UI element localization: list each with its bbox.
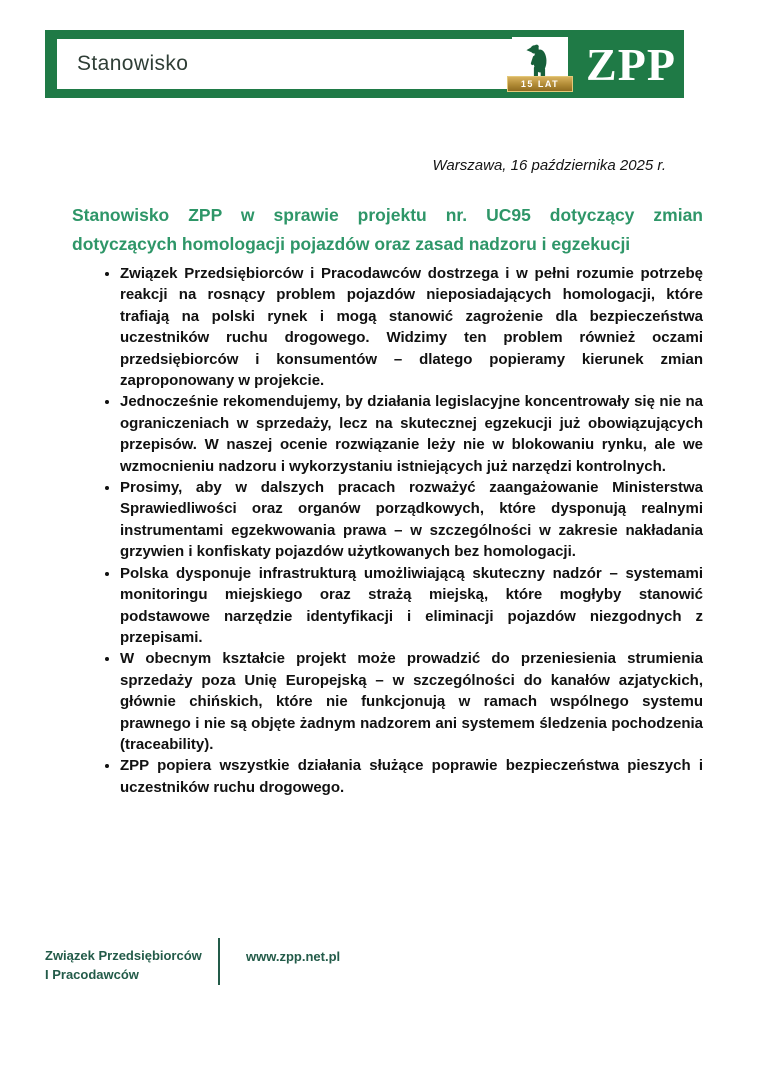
footer-divider [218, 938, 220, 985]
anniversary-badge-label: 15 LAT [520, 79, 560, 89]
list-item: • Polska dysponuje infrastrukturą umożliwiającą skuteczny nadzór – systemami monitoringu miejskiego oraz strażą miejską, które mogłyby stanowić podstawowe narzędzie identyfikacji i eliminacji pojazdów niezgodnych z przepisami. [120, 563, 703, 649]
header-banner [45, 30, 684, 98]
footer-org-name [45, 946, 202, 984]
website-link[interactable]: www.zpp.net.pl [246, 949, 341, 964]
zpp-wordmark: ZPP [586, 38, 676, 90]
anniversary-badge [507, 76, 573, 92]
bear-icon [525, 42, 555, 80]
list-item: • Prosimy, aby w dalszych pracach rozważyć zaangażowanie Ministerstwa Sprawiedliwości oraz organów porządkowych, które dysponują realnymi instrumentami egzekwowania prawa – w szczególności w zakresie nakładania grzywien i konfiskaty pojazdów użytkowanych bez homologacji. [120, 477, 703, 563]
document-type-label: Stanowisko [77, 52, 189, 75]
page-title [72, 201, 703, 259]
page-title-line1: Stanowisko ZPP w sprawie projektu nr. UC95 dotyczący zmian [72, 205, 703, 225]
list-item: • ZPP popiera wszystkie działania służące poprawie bezpieczeństwa pieszych i uczestników ruchu drogowego. [120, 755, 703, 798]
footer-org-line1: Związek Przedsiębiorców [45, 948, 202, 963]
list-item: • Związek Przedsiębiorców i Pracodawców dostrzega i w pełni rozumie potrzebę reakcji na rosnący problem pojazdów nieposiadających homologacji, które trafiają na polski rynek i mogą stanowić zagrożenie dla bezpieczeństwa uczestników ruchu drogowego. Widzimy ten problem również oczami przedsiębiorców i konsumentów – dlatego popieramy kierunek zmian zaproponowany w projekcie. [120, 263, 703, 391]
list-item: • W obecnym kształcie projekt może prowadzić do przeniesienia strumienia sprzedaży poza Unię Europejską – w szczególności do kanałów azjatyckich, głównie chińskich, które nie funkcjonują w ramach wspólnego systemu prawnego i nie są objęte żadnym nadzorem ani systemem śledzenia pochodzenia (traceability). [120, 648, 703, 755]
logo-square [512, 37, 568, 81]
document-type-box [57, 39, 512, 89]
page-title-line2: dotyczących homologacji pojazdów oraz zasad nadzoru i egzekucji [72, 234, 631, 254]
date-line: Warszawa, 16 października 2025 r. [432, 157, 666, 174]
bullet-list [100, 263, 703, 798]
footer-org-line2: I Pracodawców [45, 967, 139, 982]
list-item: • Jednocześnie rekomendujemy, by działania legislacyjne koncentrowały się nie na ograniczeniach w sprzedaży, lecz na skutecznej egzekucji już obowiązujących przepisów. W naszej ocenie rozwiązanie leży nie w blokowaniu rynku, ale we wzmocnieniu nadzoru i wykorzystaniu istniejących już narzędzi kontrolnych. [120, 391, 703, 477]
